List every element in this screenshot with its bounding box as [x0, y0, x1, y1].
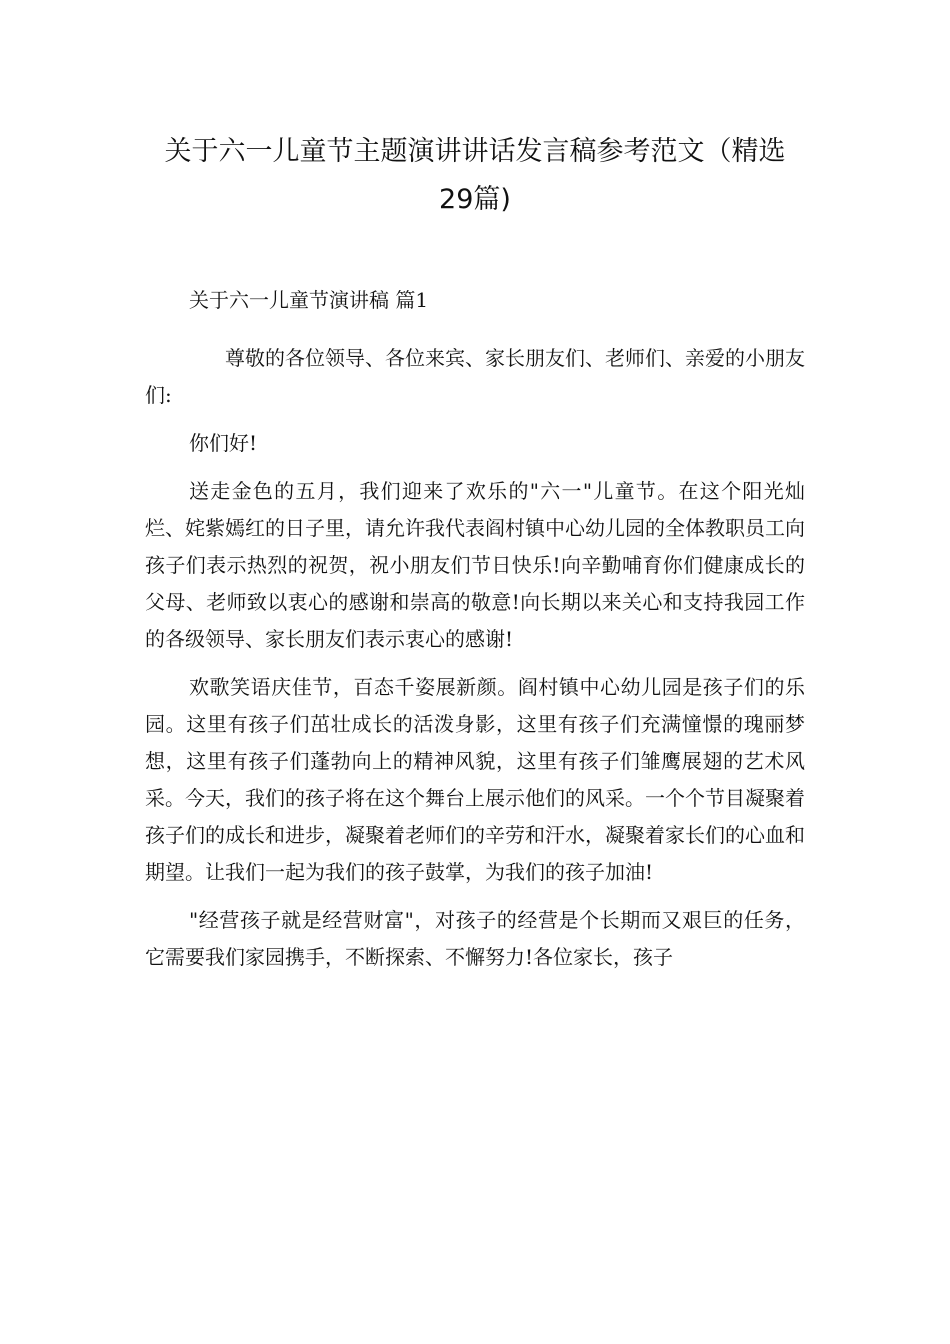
document-body	[145, 282, 805, 987]
section-heading: 关于六一儿童节演讲稿 篇1	[189, 288, 429, 312]
title-line-2: 29篇)	[439, 184, 511, 215]
paragraph-greeting: 你们好!	[189, 431, 258, 455]
title-line-1: 关于六一儿童节主题演讲讲话发言稿参考范文（精选	[164, 136, 786, 167]
document-title	[145, 128, 805, 224]
paragraph: 送走金色的五月，我们迎来了欢乐的"六一"儿童节。在这个阳光灿烂、姹紫嫣红的日子里，请允许我代表阎村镇中心幼儿园的全体教职员工向孩子们表示热烈的祝贺，祝小朋友们节日快乐!向辛勤哺育你们健康成长的父母、老师致以衷心的感谢和崇高的敬意!向长期以来关心和支持我园工作的各级领导、家长朋友们表示衷心的感谢!	[145, 479, 805, 651]
paragraph: "经营孩子就是经营财富"，对孩子的经营是个长期而又艰巨的任务，它需要我们家园携手，不断探索、不懈努力!各位家长，孩子	[145, 908, 805, 969]
paragraph-salutation: 尊敬的各位领导、各位来宾、家长朋友们、老师们、亲爱的小朋友们:	[145, 346, 805, 407]
paragraph: 欢歌笑语庆佳节，百态千姿展新颜。阎村镇中心幼儿园是孩子们的乐园。这里有孩子们茁壮成长的活泼身影，这里有孩子们充满憧憬的瑰丽梦想，这里有孩子们蓬勃向上的精神风貌，这里有孩子们雏鹰展翅的艺术风采。今天，我们的孩子将在这个舞台上展示他们的风采。一个个节目凝聚着孩子们的成长和进步，凝聚着老师们的辛劳和汗水，凝聚着家长们的心血和期望。让我们一起为我们的孩子鼓掌，为我们的孩子加油!	[145, 675, 805, 884]
